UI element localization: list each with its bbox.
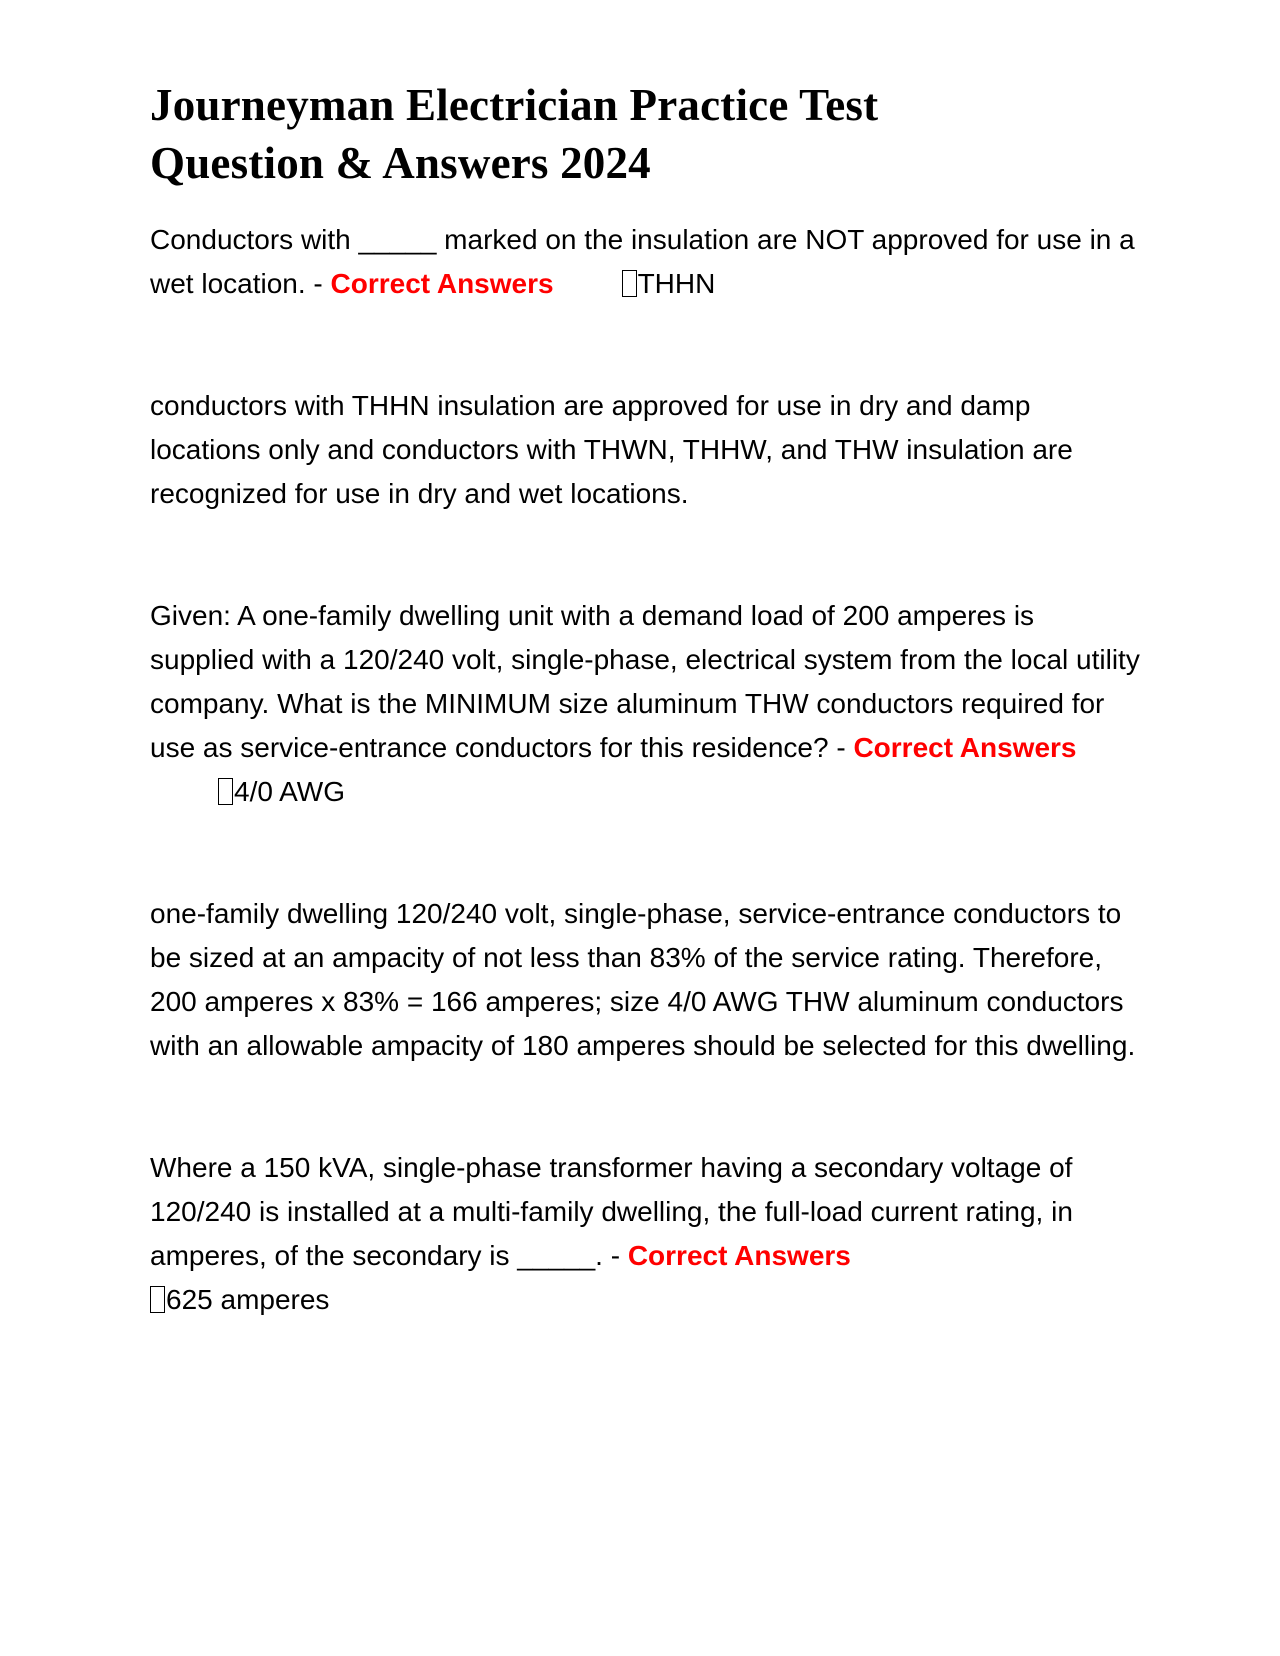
title-line-1: Journeyman Electrician Practice Test: [150, 80, 879, 130]
question-2: [150, 594, 1140, 814]
document-title: [150, 76, 1140, 192]
correct-answers-label-3: Correct Answers: [627, 1240, 851, 1271]
answer-2: 4/0 AWG: [234, 776, 346, 807]
explanation-1: conductors with THHN insulation are approved for use in dry and damp locations only and conductors with THWN, THHW, and THW insulation are recognized for use in dry and wet locations.: [150, 390, 1073, 509]
title-line-2: Question & Answers 2024: [150, 138, 651, 188]
document-body: [150, 76, 1140, 1322]
explanation-2: one-family dwelling 120/240 volt, single-phase, service-entrance conductors to be sized at an ampacity of not less than 83% of the service rating. Therefore, 200 amperes x 83% = 166 amperes; size 4/0 AWG THW aluminum conductors with an allowable ampacity of 180 amperes should be selected for this dwelling.: [150, 898, 1136, 1061]
paragraph-gap: [150, 516, 1140, 594]
paragraph-gap: [150, 814, 1140, 892]
paragraph-gap: [150, 306, 1140, 384]
answer-1: THHN: [637, 268, 716, 299]
question-3: [150, 1146, 1140, 1322]
question-2-text: Given: A one-family dwelling unit with a demand load of 200 amperes is supplied with a 120/240 volt, single-phase, electrical system from the local utility company. What is the MINIMUM size aluminum THW conductors required for use as service-entrance conductors for this residence? -: [150, 600, 1140, 763]
correct-answers-label-2: Correct Answers: [853, 732, 1077, 763]
missing-glyph-box-icon: [150, 1286, 165, 1313]
correct-answers-label-1: Correct Answers: [330, 268, 554, 299]
missing-glyph-box-icon: [622, 270, 637, 297]
answer-3: 625 amperes: [166, 1284, 330, 1315]
question-3-text: Where a 150 kVA, single-phase transformer having a secondary voltage of 120/240 is installed at a multi-family dwelling, the full-load current rating, in amperes, of the secondary is _____. -: [150, 1152, 1073, 1271]
paragraph-gap: [150, 1068, 1140, 1146]
question-1: [150, 218, 1140, 306]
missing-glyph-box-icon: [218, 778, 233, 805]
question-1-text: Conductors with _____ marked on the insulation are NOT approved for use in a wet location. -: [150, 224, 1135, 299]
